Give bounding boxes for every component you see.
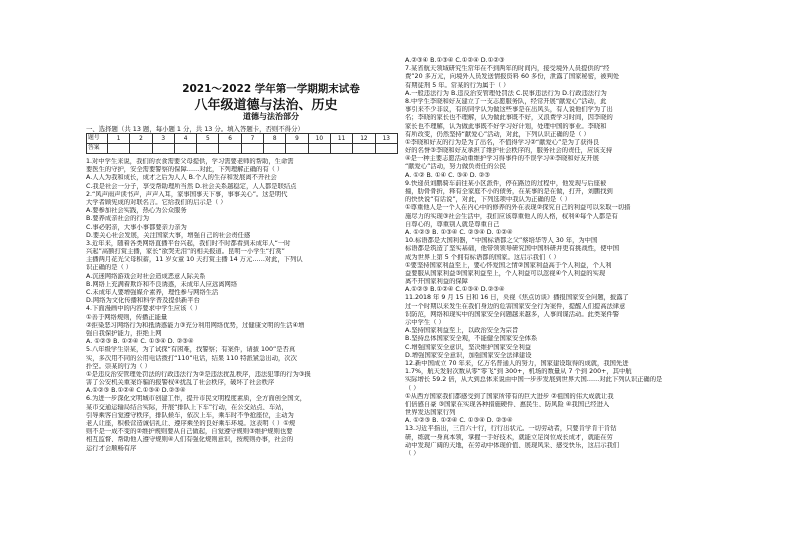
question-number: 5 [197, 134, 219, 144]
question-line: A.①②③ B.①②④ C.①③④ D.②③④ [405, 286, 505, 294]
question-number: 13 [375, 134, 397, 144]
question-line: 研，练就一身真本领，掌握一手好技术，就能立足岗位成长成才，就能在劳 [405, 433, 613, 441]
question-line: 示中学生（ ） [405, 319, 445, 326]
question-line: 引导乘客自觉遵守秩序，排队候车，依次上车，乘车时不争抢座位，主动为 [86, 411, 294, 419]
question-line: C.未成年人要增强媒介素养，理性参与网络生活 [86, 289, 219, 296]
question-line: 要医生的守护，安全需要警察的保障……对此，下列理解正确的有（ ） [86, 166, 284, 174]
question-line: A.①②③ B.①②④ C.①③④ D.②③④ [86, 387, 186, 395]
answer-table-header: 题号 [87, 134, 108, 144]
question-line: 兴起”高额打赏主播，家长“欲哭无泪”的相关报道。昆明一小学生“打赏” [86, 248, 285, 256]
question-number: 3 [152, 134, 174, 144]
question-line: ①从西方国家我们都感受到了国家所带有的巨大进步 ②祖国的伟大成就让我 [405, 392, 614, 400]
answer-cell[interactable] [152, 144, 174, 154]
subject-title: 八年级道德与法治、历史 [194, 98, 338, 113]
question-line: ①善于网络规则，传播正能量 [86, 313, 168, 321]
question-line: 益要服从国家利益③国家利益至上，个人利益可以忽视④个人利益的实现 [405, 269, 606, 277]
question-line: 强自我保护能力，拒绝上网 [86, 329, 162, 337]
question-line: C.事必躬亲，大事小事都要亲力亲为 [86, 223, 187, 231]
question-line: D.网络为文化传播和科学普及提供新平台 [86, 297, 200, 305]
question-line: 家长也不理解，认为做此事既不好学习好计划，处理中国的事业。李晓和 [405, 122, 607, 130]
question-line: 10.标语都是大国利器，“中国标语都之父”蔡培华等人 30 年，为中国 [405, 237, 598, 245]
question-line: 大学者顾宪成的对联名言。它给我们的启示是（ ） [86, 198, 227, 206]
question-line: 世界发达国家行列 [405, 409, 456, 417]
answer-cell[interactable] [264, 144, 286, 154]
question-line: “献爱心”活动，努力做负责任的公民 [405, 163, 506, 171]
question-line: B.网络上充满着欺诈和不良诱惑，未成年人应远离网络 [86, 280, 238, 288]
question-line: C.我是社会一分子，享受帮助理所当然 D.社会关系越稳定，人人都是联结点 [86, 182, 297, 190]
answer-cell[interactable] [286, 144, 308, 154]
question-line: 有期徒刑 5 年。常某的行为属于（ ） [405, 81, 510, 89]
question-line: ②拒染恶习网络行为和抵诱惑能力③充分利用网络优势，过健康文明的生活④增 [86, 321, 305, 329]
question-line: C.增强国家安全意识，坚决维护国家安全利益 [405, 343, 532, 351]
question-line: 事引来不少非议，有的同学认为做这些事是在出风头，有人说他们学为了出 [405, 106, 613, 114]
question-line: A. ①②③ B. ①②④ C. ①③④ D. ②③④ [405, 417, 513, 425]
question-line: A.要参加社会实践，热心为公众服务 [86, 207, 187, 215]
question-line: 扑空。崇某的行为（ ） [86, 362, 151, 370]
question-line: 某市交通运输局结合实际，开展“排队上下车”行动，在公交站点、车站， [86, 403, 288, 411]
question-line: 过一个时期以来发生在我们身边的危害国家安全行为案件，提醒人们提高法律意 [405, 302, 626, 310]
question-line: 老人让座，积极营造诚信礼让、遵序乘坐的良好乘车环境。这表明（ ）①规 [86, 420, 296, 427]
question-line: A.②③④ B.①③④ C.①②④ D.①②③ [405, 57, 505, 64]
exam-title: 2021～2022 学年第一学期期末试卷 [182, 83, 360, 95]
right-question-text [405, 57, 713, 458]
question-line: D.增强国家安全意识，加强国家安全法律建设 [405, 351, 532, 359]
question-line: 实际增长 59.2 倍，从大到总体来说由中国一步步发展到世界大国……对此下列认识正确的是 [405, 376, 663, 384]
answer-cell[interactable] [219, 144, 241, 154]
question-line: A. ①②③ B. ①②④ C. ①③④ D. ②③④ [86, 338, 194, 346]
question-line: 识正确的是（ ） [86, 264, 133, 272]
question-number: 9 [286, 134, 308, 144]
question-line: B.坚持总体国家安全观，不能健全国家安全体系 [405, 335, 538, 343]
question-line: 实，多次用不同的公用电话拨打“110”电话，结果 110 特派紧急出动，次次 [86, 354, 297, 362]
question-line: 则不是一成不变的②维护规则要从自己做起，自觉遵守规则③维护规则也要 [86, 428, 293, 436]
question-line: 运行才会顺畅有序 [86, 444, 137, 452]
question-line: 的快快说“有话说”，对此，下列选项中我认为正确的是（ ） [405, 196, 571, 204]
question-number: 4 [174, 134, 196, 144]
question-line: ①要坚持国家利益至上，要心怀爱国之情②国家利益高于个人利益，个人利 [405, 261, 612, 269]
question-line: A.坚持国家利益至上，以政治安全为宗旨 [405, 327, 519, 335]
answer-cell[interactable] [353, 144, 375, 154]
answer-cell[interactable] [197, 144, 219, 154]
question-line: 识防范，网络和现实中的国家安全问题越来越多，人事间谍活动。此类案件警 [405, 310, 620, 318]
question-line: 有所改变，仍然坚持“献爱心”活动，对此，下列认识正确的是（ ） [405, 130, 590, 138]
question-line: 好的名誉③李晓和好友承担了维护社会秩序的，服务社会的责任，应该支持 [405, 147, 613, 155]
answer-cell[interactable] [130, 144, 152, 154]
question-line: A. ①② B. ①④ C. ③④ D. ②③ [405, 171, 490, 179]
question-line: D.要关心社会发展，关注国家大事，增强自己的社会责任感 [86, 231, 251, 239]
question-line: 1.对中学生来说，我们的衣食需要父母提供，学习需要老师的帮助，生命需 [86, 158, 294, 165]
question-line: 动中发现广阔的天地，在劳动中体现价值、展现风采、感受快乐，这启示我们 [405, 441, 620, 449]
question-line: （ ） [405, 384, 420, 392]
instruction-text: 一、选择题（共 13 题，每小题 1 分，共 13 分。填入答题卡，否则不得分） [86, 125, 304, 133]
answer-cell[interactable] [108, 144, 130, 154]
question-line: A.一般违法行为 B.违反治安管理处罚法 C.民事违法行为 D.行政违法行为 [405, 89, 607, 97]
question-line: 7.某省航天领域研究生常年在不到两年的时间内，接受境外人员提供的“经 [405, 65, 610, 73]
question-line: 离不开国家利益的保障 [405, 278, 468, 286]
question-line: 6.为进一步深化文明城市创建工作，提升市民文明程度素质，全方面创全国文， [86, 395, 307, 403]
question-line: 3.近年来，随着各类网络直播平台兴起，我们时不时都看到未成年人“一时 [86, 239, 291, 247]
question-line: 费”20 多万元，向境外人员发送情报资料 60 多份，泄露了国家秘密，被判处 [405, 73, 620, 81]
question-line: A. ①②③ B. ①③④ C. ②③④ D. ①②④ [405, 228, 513, 236]
answer-table-number-row [87, 134, 398, 144]
question-line: 4.下面漫画中的内容要求中学生应该（ ） [86, 305, 202, 313]
question-line: A.人人为我和成长，成才之后为人人 B.个人的生存和发展离不开社会 [86, 174, 277, 182]
question-line: 们倍感自豪 ③国家在实现各种措施硬件、惠民生、防风险 ④我国已经进入 [405, 400, 610, 408]
left-question-text [86, 158, 398, 453]
right-column [405, 0, 713, 550]
left-column [86, 0, 398, 550]
question-line: 12.新中国成立 70 年来，亿万名普通人的努力，国家建设取得的成就，我国先进 [405, 359, 629, 367]
question-number: 12 [353, 134, 375, 144]
question-line: ①是违反治安管理处罚法的行政违法行为②是违法扰乱秩序，违法犯罪的行为③损 [86, 370, 311, 378]
question-line: 8.中学生李晓和好友建立了一支志愿服务队，经常开展“献爱心”活动，此 [405, 97, 607, 105]
section-title: 道德与法治部分 [243, 112, 299, 121]
question-line: A.沉迷网络游戏会对社会造成恶意人际关系 [86, 272, 206, 280]
question-number: 7 [241, 134, 263, 144]
question-number: 10 [308, 134, 330, 144]
question-line: 13.习近平指出，三百六十行，行行出状元。一切劳动者，只要肯学肯干肯钻 [405, 425, 617, 433]
question-line: 撞，肋骨骨折，释有全家庭不小的债务，在某事的是在做，打开，刘鹏找到 [405, 188, 613, 195]
answer-cell[interactable] [308, 144, 330, 154]
question-line: 1.7%，航天发射次数从零“零飞”到 300+，机场的数量从 7 个到 200+，其中航 [405, 368, 632, 376]
question-line: ①尊重他人是一个人在内心中的修养的外在表现②探究自己的利益可以采取一切措 [405, 204, 631, 212]
question-line: 自尊心的，尊重别人就是尊重自己 [405, 220, 500, 228]
answer-cell[interactable] [241, 144, 263, 154]
question-line: （ ） [405, 450, 420, 457]
answer-table-header: 答案 [87, 144, 108, 154]
answer-table [86, 133, 398, 154]
question-line: 害了公安机关重案诈骗的报警权④扰乱了社会秩序，破坏了社会秩序 [86, 379, 275, 387]
question-number: 6 [219, 134, 241, 144]
answer-cell[interactable] [330, 144, 352, 154]
question-line: 标语都是筑造了坚实基础，他带领领导研究国中国科研并更有挑战性，使中国 [405, 245, 620, 253]
question-line: 5.八年级学生崇某，为了试探“有困难，找警察；有案件，请拔 100”是否真 [86, 346, 296, 354]
answer-cell[interactable] [375, 144, 397, 154]
question-line: B.要养成亲社会的行为 [86, 215, 149, 223]
question-line: 2.“风声雨声读书声，声声入耳，家事国事天下事，事事关心”。这是明代 [86, 190, 288, 198]
question-number: 8 [264, 134, 286, 144]
question-number: 11 [330, 134, 352, 144]
question-number: 2 [130, 134, 152, 144]
question-line: 相互监督、帮助他人遵守规则④人们有强化规则意识，按规则办事，社会的 [86, 436, 294, 444]
question-line: 9.快递员刘鹏骑车前往某小区派件，停在路边的过程中，他发现与后座被 [405, 179, 607, 187]
question-number: 1 [108, 134, 130, 144]
question-line: 名；李晓的家长也不理解，认为做此事既不好，又浪费学习时间，因李晓的 [405, 114, 613, 122]
answer-table-answer-row [87, 144, 398, 154]
question-line: ①李晓和好友的行为是为了出名，不值得学习②“献爱心”是为了获得良 [405, 138, 600, 146]
question-line: 11.2018 年 9 月 15 日和 16 日，央视《焦点访谈》播报国家安全问题，披露了 [405, 294, 629, 302]
question-line: 施尽力的实现③社会生活中，我们应该尊重他人的人格，权利④每个人都是有 [405, 212, 618, 220]
answer-cell[interactable] [174, 144, 196, 154]
question-line: 主播两月花光父母积蓄，11 岁女童 10 天打赏主播 14 万元……对此，下列认 [86, 256, 303, 264]
question-line: 成为世界上第 5 个拥有标语都的国家。这启示我们（ ） [405, 253, 560, 261]
question-line: ④是一种主要志愿活动重维护学习得事件的不误学习④李晓和好友开展 [405, 155, 599, 163]
